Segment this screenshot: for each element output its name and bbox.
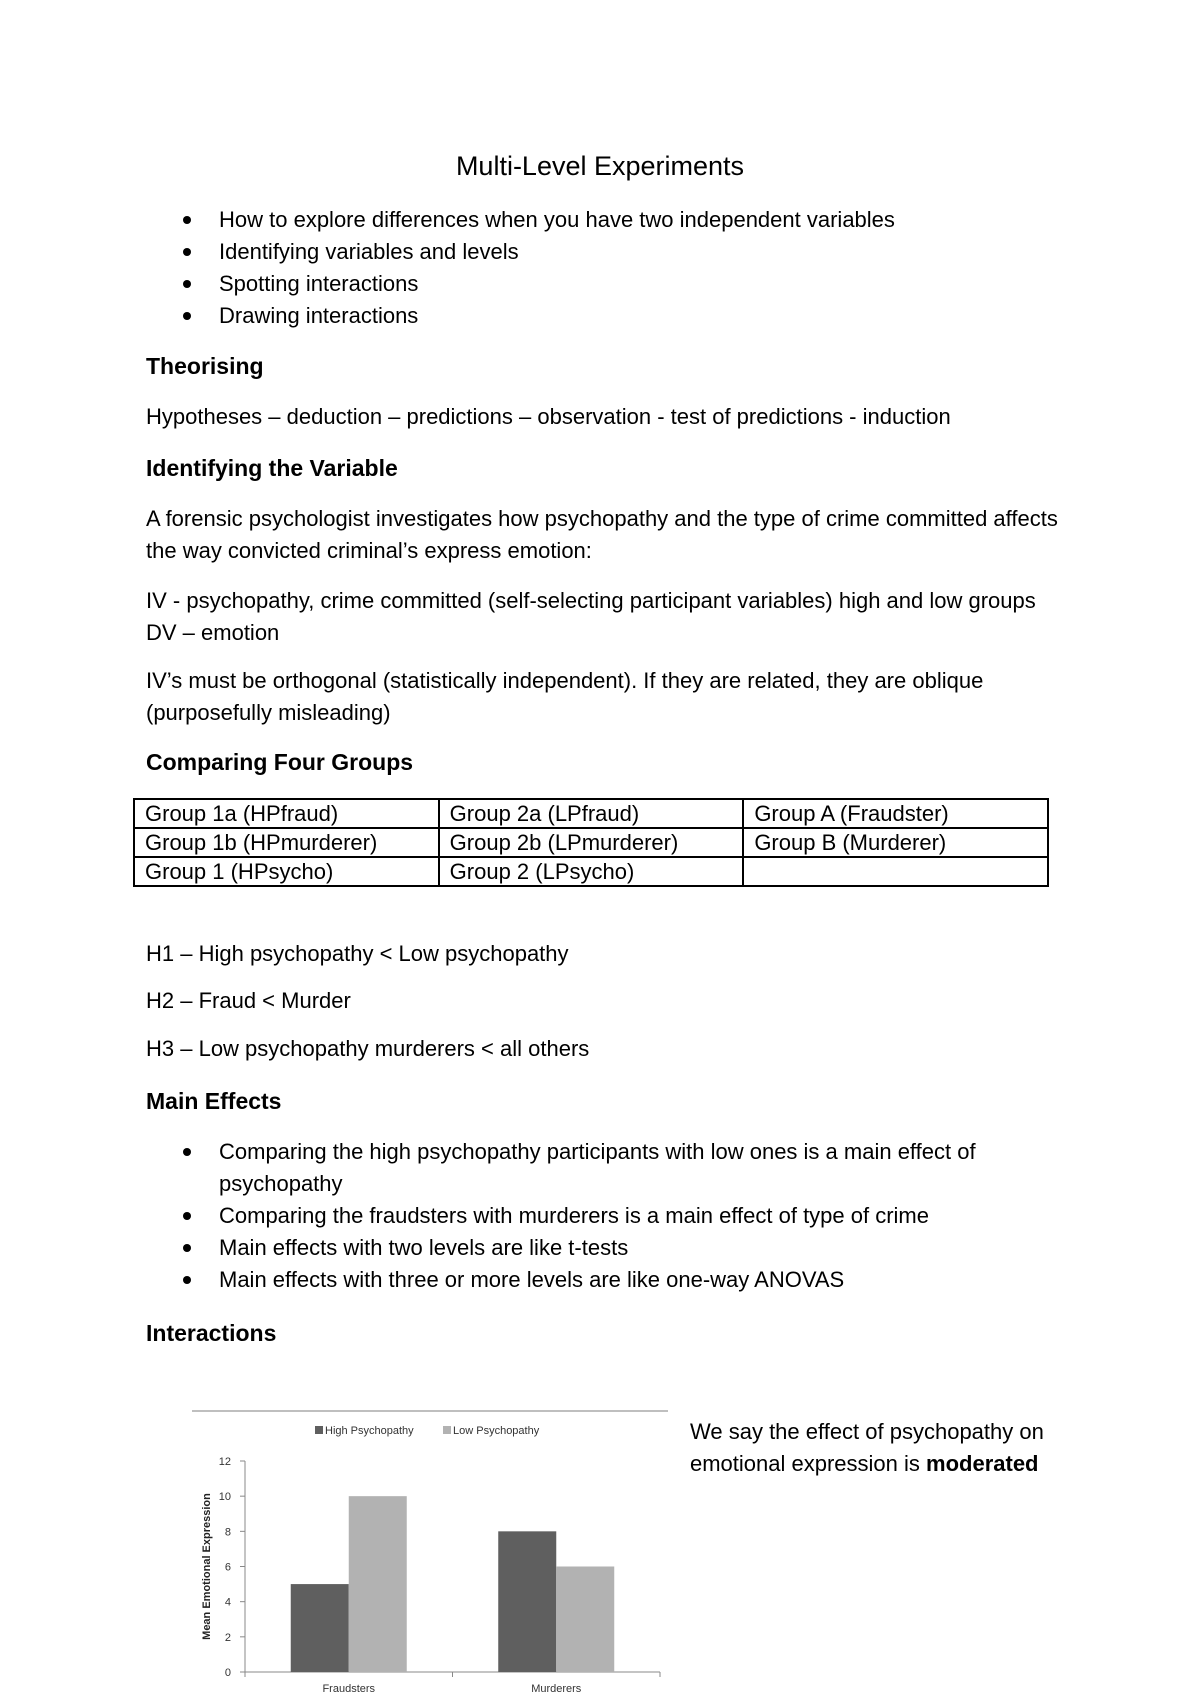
moderation-note: We say the effect of psychopathy on emotional expression is moderated xyxy=(690,1419,1044,1476)
y-tick-label: 2 xyxy=(224,1631,231,1644)
hypothesis-2: H2 – Fraud < Murder xyxy=(146,988,351,1013)
list-item: Main effects with three or more levels are like one-way ANOVAS xyxy=(146,1264,1046,1296)
list-item: Comparing the fraudsters with murderers is a main effect of type of crime xyxy=(146,1200,1046,1232)
legend-label: High Psychopathy xyxy=(325,1425,414,1437)
section-heading-theorising: Theorising xyxy=(146,353,264,379)
list-item: Spotting interactions xyxy=(146,268,1046,300)
bullet-icon xyxy=(183,1276,191,1284)
dv-line: DV – emotion xyxy=(146,620,280,645)
table-cell: Group B (Murderer) xyxy=(743,828,1048,857)
bar xyxy=(556,1567,614,1673)
chart-svg xyxy=(190,1410,670,1698)
table-cell: Group 1 (HPsycho) xyxy=(134,857,439,886)
bullet-icon xyxy=(183,1212,191,1220)
main-effects-bullet-list xyxy=(146,1136,1046,1296)
y-tick-label: 8 xyxy=(224,1526,231,1539)
table-cell: Group 1b (HPmurderer) xyxy=(134,828,439,857)
list-item: How to explore differences when you have two independent variables xyxy=(146,204,1046,236)
page-title: Multi-Level Experiments xyxy=(455,151,745,181)
bar xyxy=(349,1496,407,1672)
list-item: Drawing interactions xyxy=(146,300,1046,332)
bullet-icon xyxy=(183,1244,191,1252)
table-cell: Group 2b (LPmurderer) xyxy=(439,828,744,857)
hypothesis-1: H1 – High psychopathy < Low psychopathy xyxy=(146,941,569,966)
y-tick-label: 4 xyxy=(224,1596,231,1609)
y-tick-label: 6 xyxy=(224,1561,231,1574)
bar xyxy=(498,1531,556,1672)
table-cell: Group 2 (LPsycho) xyxy=(439,857,744,886)
section-heading-identifying: Identifying the Variable xyxy=(146,455,398,481)
groups-table xyxy=(133,798,1049,887)
orthogonal-paragraph: IV’s must be orthogonal (statistically independent). If they are related, they are oblique (purposefully misleading) xyxy=(146,668,984,725)
table-row xyxy=(134,828,1048,857)
bullet-icon xyxy=(183,248,191,256)
bullet-icon xyxy=(183,280,191,288)
legend-swatch xyxy=(443,1426,451,1434)
hypothesis-3: H3 – Low psychopathy murderers < all others xyxy=(146,1036,590,1061)
section-heading-interactions: Interactions xyxy=(146,1320,277,1346)
bullet-icon xyxy=(183,216,191,224)
list-item: Comparing the high psychopathy participants with low ones is a main effect of psychopathy xyxy=(146,1136,1046,1200)
table-cell: Group 1a (HPfraud) xyxy=(134,799,439,828)
legend-swatch xyxy=(315,1426,323,1434)
intro-bullet-list xyxy=(146,204,1046,332)
table-cell: Group A (Fraudster) xyxy=(743,799,1048,828)
y-tick-label: 0 xyxy=(224,1667,231,1679)
theorising-text: Hypotheses – deduction – predictions – observation - test of predictions - induction xyxy=(146,404,951,429)
list-item: Identifying variables and levels xyxy=(146,236,1046,268)
identifying-paragraph: A forensic psychologist investigates how psychopathy and the type of crime committed affects the way convicted criminal’s express emotion: xyxy=(146,506,1058,563)
interaction-bar-chart xyxy=(190,1410,670,1698)
bullet-icon xyxy=(183,1148,191,1156)
legend-label: Low Psychopathy xyxy=(453,1425,540,1437)
bar xyxy=(291,1584,349,1672)
moderated-emphasis: moderated xyxy=(926,1451,1039,1476)
table-cell xyxy=(743,857,1048,886)
section-heading-comparing: Comparing Four Groups xyxy=(146,749,414,775)
x-tick-label: Murderers xyxy=(531,1683,582,1695)
list-item: Main effects with two levels are like t-tests xyxy=(146,1232,1046,1264)
table-row xyxy=(134,857,1048,886)
y-tick-label: 10 xyxy=(218,1491,231,1504)
table-row xyxy=(134,799,1048,828)
x-tick-label: Fraudsters xyxy=(322,1683,376,1695)
y-axis-title: Mean Emotional Expression xyxy=(201,1493,213,1640)
bullet-icon xyxy=(183,312,191,320)
section-heading-main-effects: Main Effects xyxy=(146,1088,282,1114)
iv-line: IV - psychopathy, crime committed (self-selecting participant variables) high and low groups xyxy=(146,588,1036,613)
y-tick-label: 12 xyxy=(218,1456,231,1468)
table-cell: Group 2a (LPfraud) xyxy=(439,799,744,828)
